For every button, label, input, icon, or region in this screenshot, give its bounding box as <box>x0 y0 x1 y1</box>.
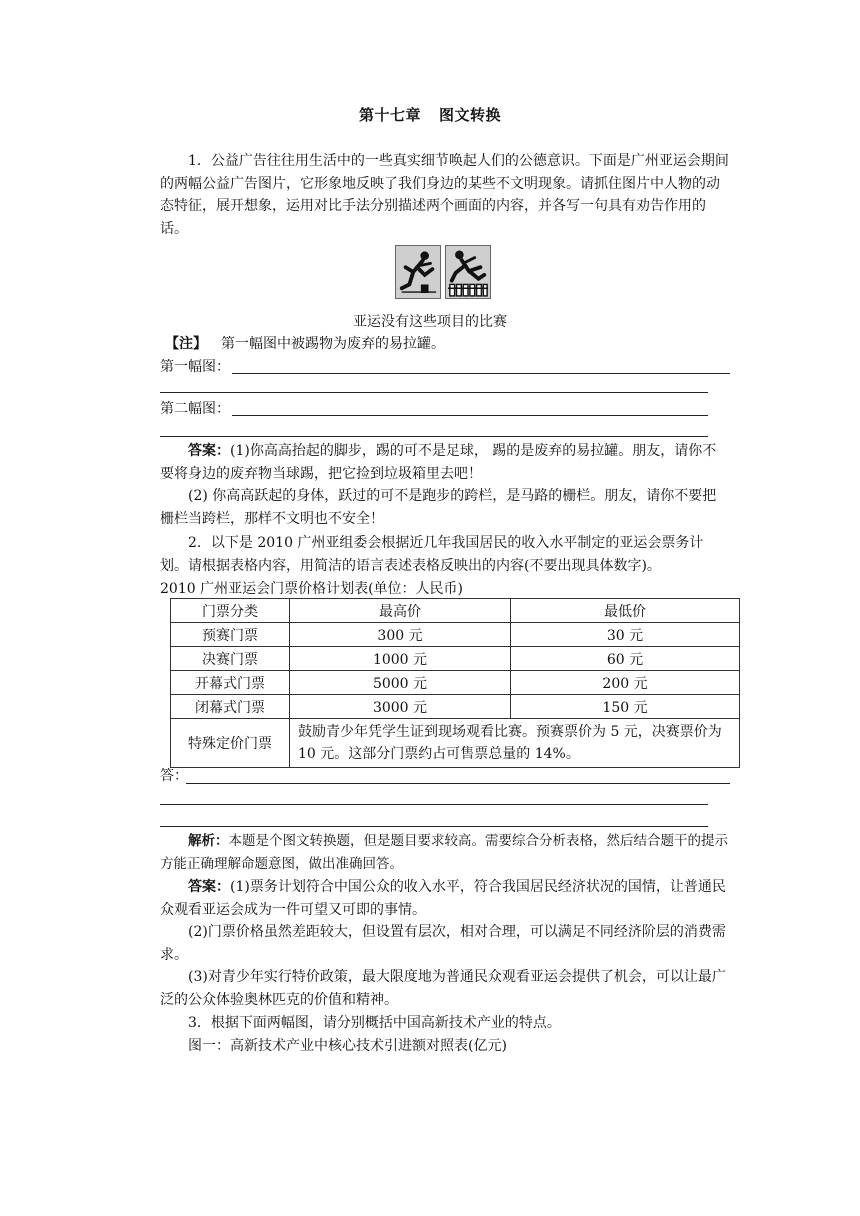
table-cell: 200 元 <box>511 671 740 695</box>
table-cell: 30 元 <box>511 623 740 647</box>
question-2-text: 2．以下是 2010 广州亚组委会根据近几年我国居民的收入水平制定的亚运会票务计划。请根据表格内容，用简洁的语言表述表格反映出的内容(不要出现具体数字)。 <box>160 535 704 574</box>
table-cell: 1000 元 <box>290 647 511 671</box>
note-label: 【注】 <box>165 336 207 352</box>
question-1 <box>160 150 730 240</box>
table-cell: 5000 元 <box>290 671 511 695</box>
question-1-text: 1．公益广告往往用生活中的一些真实细节唤起人们的公德意识。下面是广州亚运会期间的两幅公益广告图片，它形象地反映了我们身边的某些不文明现象。请抓住图片中人物的动态特征，展开想象，运用对比手法分别描述两个画面的内容，并各写一句具有劝告作用的话。 <box>160 153 729 237</box>
table-cell-special: 鼓励青少年凭学生证到现场观看比赛。预赛票价为 5 元，决赛票价为 10 元。这部分门票约占可售票总量的 14%。 <box>290 719 740 768</box>
table-row <box>171 671 740 695</box>
answer-blank-label: 答： <box>160 768 188 784</box>
table-header: 门票分类 <box>171 599 290 623</box>
table-header-row <box>171 599 740 623</box>
answer-2-text: (2)门票价格虽然差距较大，但设置有层次，相对合理，可以满足不同经济阶层的消费需求。 <box>160 924 726 963</box>
answer-blank-line-a[interactable] <box>186 783 730 784</box>
blank-2-line-a[interactable] <box>232 415 708 416</box>
hurdle-fence-icon <box>445 245 491 299</box>
table-cell: 预赛门票 <box>171 623 290 647</box>
chapter-name: 图文转换 <box>439 106 502 124</box>
table-cell: 闭幕式门票 <box>171 695 290 719</box>
blank-1-label: 第一幅图： <box>160 359 230 375</box>
table-cell: 3000 元 <box>290 695 511 719</box>
answer-blank-line-b[interactable] <box>160 804 708 805</box>
note-text: 第一幅图中被踢物为废弃的易拉罐。 <box>221 336 445 352</box>
answer-3-text: (3)对青少年实行特价政策，最大限度地为普通民众观看亚运会提供了机会，可以让最广泛的公众体验奥林匹克的价值和精神。 <box>160 969 726 1008</box>
blank-1-line-a[interactable] <box>232 373 730 374</box>
chapter-title <box>0 104 860 125</box>
question-3-text: 3．根据下面两幅图，请分别概括中国高新技术产业的特点。 <box>188 1015 561 1031</box>
blank-1-line-b[interactable] <box>160 392 708 393</box>
chapter-number: 第十七章 <box>358 106 421 124</box>
ticket-price-table <box>170 598 740 768</box>
table-cell: 60 元 <box>511 647 740 671</box>
answer-1-text: (1)票务计划符合中国公众的收入水平，符合我国居民经济状况的国情，让普通民众观看亚运会成为一件可望又可即的事情。 <box>160 879 726 918</box>
question-2-analysis <box>160 830 730 875</box>
answer-label: 答案： <box>188 879 230 895</box>
answer-2-text: (2) 你高高跃起的身体，跃过的可不是跑步的跨栏，是马路的栅栏。朋友，请你不要把栅栏当跨栏，那样不文明也不安全！ <box>160 488 717 527</box>
table-cell: 特殊定价门票 <box>171 719 290 768</box>
table-cell: 150 元 <box>511 695 740 719</box>
question-3 <box>160 1012 730 1057</box>
table-row <box>171 623 740 647</box>
table-row-special <box>171 719 740 768</box>
question-1-answer <box>160 440 730 530</box>
table-cell: 开幕式门票 <box>171 671 290 695</box>
question-2-answer <box>160 876 730 1011</box>
table-header: 最低价 <box>511 599 740 623</box>
table-header: 最高价 <box>290 599 511 623</box>
figure-1-title: 图一：高新技术产业中核心技术引进额对照表(亿元) <box>188 1037 507 1054</box>
answer-label: 答案： <box>188 443 230 459</box>
note <box>165 333 445 353</box>
table-cell: 决赛门票 <box>171 647 290 671</box>
table-cell: 300 元 <box>290 623 511 647</box>
figure-caption: 亚运没有这些项目的比赛 <box>353 314 507 330</box>
answer-1-text: (1)你高高抬起的脚步，踢的可不是足球， 踢的是废弃的易拉罐。朋友，请你不要将身边的废弃物当球踢，把它捡到垃圾箱里去吧！ <box>160 443 717 482</box>
soccer-kick-can-icon <box>395 245 441 299</box>
blank-2-label: 第二幅图： <box>160 401 230 417</box>
question-2 <box>160 532 730 577</box>
ad-figures <box>395 245 491 299</box>
table-caption: 2010 广州亚运会门票价格计划表(单位：人民币) <box>160 581 464 597</box>
table-row <box>171 695 740 719</box>
answer-blank-line-c[interactable] <box>160 826 708 827</box>
analysis-text: 本题是个图文转换题，但是题目要求较高。需要综合分析表格，然后结合题干的提示方能正确理解命题意图，做出准确回答。 <box>160 833 728 872</box>
table-row <box>171 647 740 671</box>
blank-2-line-b[interactable] <box>160 436 708 437</box>
analysis-label: 解析： <box>188 833 229 849</box>
